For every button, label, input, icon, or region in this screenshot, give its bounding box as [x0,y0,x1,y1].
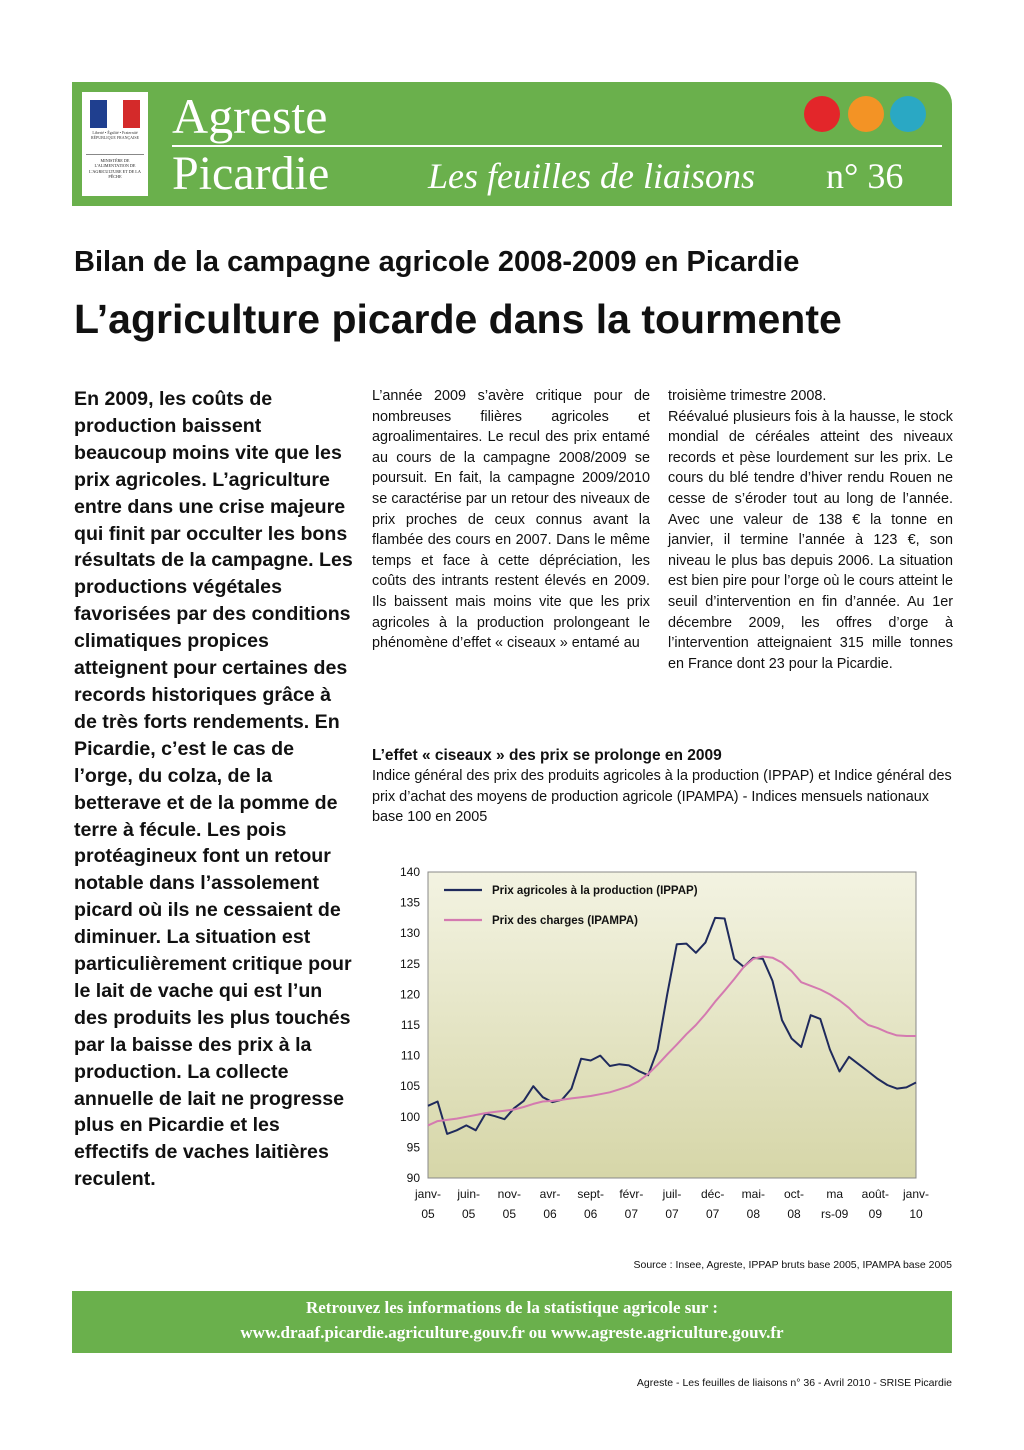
y-tick-label: 130 [399,926,420,941]
orange-dot-icon [848,96,884,132]
footer-websites-link[interactable]: www.draaf.picardie.agriculture.gouv.fr ou www.agreste.agriculture.gouv.fr [240,1323,784,1342]
x-tick-label: janv- [902,1187,930,1201]
footer-intro: Retrouvez les informations de la statistique agricole sur : [305,1298,719,1317]
body-column-1: L’année 2009 s’avère critique pour de nombreuses filières agricoles et agroalimentaires. Le recul des prix entamé au cours de la campagne 2008/2009 se poursuit. En fait, la campagne 2009/2010 se caractérise par un retour des niveaux de prix proches de ceux connus avant la flambée des cours en 2007. Dans le même temps et face à cette dépréciation, les coûts des intrants restent élevés en 2009. Ils baissent mais moins vite que les prix agricoles à la production prolongeant le phénomène d’effet « ciseaux » entamé au [372,388,650,652]
ministry-logo [82,92,148,196]
x-tick-label-line2: 08 [746,1207,761,1221]
y-tick-label: 135 [399,895,420,910]
body-column-2-start: troisième trimestre 2008. [668,388,827,404]
page-credit: Agreste - Les feuilles de liaisons n° 36 - Avril 2010 - SRISE Picardie [636,1377,952,1389]
x-tick-label: sept- [577,1187,605,1201]
body-column-2 [668,386,953,674]
x-tick-label-line2: 07 [665,1207,679,1221]
y-tick-label: 110 [400,1048,420,1063]
y-tick-label: 140 [399,865,420,879]
x-tick-label: févr- [619,1187,644,1201]
figure-source: Source : Insee, Agreste, IPPAP bruts base 2005, IPAMPA base 2005 [633,1259,952,1271]
x-tick-label-line2: 05 [502,1207,517,1221]
brand-region: Picardie [172,147,330,200]
x-tick-label: avr- [539,1187,561,1201]
series-name: Les feuilles de liaisons [428,156,755,196]
y-tick-label: 115 [400,1018,420,1032]
kicker-title: Bilan de la campagne agricole 2008-2009 en Picardie [74,246,800,278]
page-title: L’agriculture picarde dans la tourmente [74,296,842,342]
y-tick-label: 95 [406,1140,420,1155]
y-tick-label: 125 [399,956,420,971]
x-tick-label-line2: 08 [787,1207,801,1221]
y-tick-label: 120 [399,987,420,1002]
figure-subtitle: Indice général des prix des produits agricoles à la production (IPPAP) et Indice général des prix d’achat des moyens de production agricole (IPAMPA) - Indices mensuels nationaux base 100 en 2005 [372,768,952,826]
legend-label: Prix agricoles à la production (IPPAP) [492,885,698,897]
x-tick-label-line2: 06 [583,1207,598,1221]
header-banner [72,82,952,206]
figure-title: L’effet « ciseaux » des prix se prolonge en 2009 [372,747,722,764]
x-tick-label-line2: 05 [421,1207,435,1221]
footer-banner [72,1291,952,1353]
x-tick-label: oct- [783,1187,805,1201]
x-tick-label-line2: 07 [705,1207,720,1221]
x-tick-label-line2: 07 [624,1207,639,1221]
logo-ministry: MINISTÈRE DE L'ALIMENTATION DE L'AGRICULTURE ET DE LA PÊCHE [89,158,141,180]
lead-paragraph: En 2009, les coûts de production baissent beaucoup moins vite que les prix agricoles. L’agriculture entre dans une crise majeure qui finit par occulter les bons résultats de la campagne. Les productions végétales favorisées par des conditions climatiques propices atteignent pour certaines des records historiques grâce à de très forts rendements. En Picardie, c’est le cas de l’orge, du colza, de la betterave et de la pomme de terre à fécule. Les pois protéagineux font un retour notable dans l’assolement picard où ils ne cessaient de diminuer. La situation est particulièrement critique pour le lait de vache qui est l’un des produits les plus touchés par la baisse des prix à la production. La collecte annuelle de lait ne progresse plus en Picardie et les effectifs de vaches laitières reculent. [74,388,353,1191]
brand-agreste: Agreste [172,88,328,144]
x-tick-label: juil- [662,1187,682,1201]
issue-number: n° 36 [826,156,904,196]
x-tick-label-line2: rs-09 [820,1207,849,1221]
x-tick-label: déc- [700,1187,725,1201]
price-index-chart [372,858,954,1238]
x-tick-label: août- [861,1187,890,1201]
x-tick-label: ma [826,1187,844,1201]
x-tick-label-line2: 06 [543,1207,557,1221]
x-tick-label: janv- [414,1187,442,1201]
blue-dot-icon [890,96,926,132]
y-tick-label: 105 [399,1079,420,1094]
logo-motto: Liberté • Égalité • Fraternité RÉPUBLIQUE FRANÇAISE [90,130,140,140]
x-tick-label-line2: 10 [909,1207,923,1221]
x-tick-label: juin- [457,1187,481,1201]
x-tick-label: nov- [497,1187,522,1201]
x-tick-label-line2: 09 [868,1207,883,1221]
legend-label: Prix des charges (IPAMPA) [492,915,638,927]
body-column-2-paragraph: Réévalué plusieurs fois à la hausse, le stock mondial de céréales atteint des niveaux records et pèse lourdement sur les prix. Le cours du blé tendre d’hiver rendu Rouen ne cesse de s’éroder tout au long de l’année. Avec une valeur de 138 € la tonne en janvier, il termine l’année à 123 €, son niveau le plus bas depuis 2006. La situation est bien pire pour l’orge où le cours atteint le seuil d’intervention en fin d’année. Au 1er décembre 2009, les offres d’orge à l’intervention atteignaient 315 mille tonnes en France dont 23 pour la Picardie. [668,408,953,672]
red-dot-icon [804,96,840,132]
republic-flag-icon [90,100,140,128]
x-tick-label-line2: 05 [461,1207,476,1221]
x-tick-label: mai- [741,1187,766,1201]
logo-divider [86,154,144,155]
y-tick-label: 100 [399,1109,420,1124]
y-tick-label: 90 [406,1171,420,1185]
